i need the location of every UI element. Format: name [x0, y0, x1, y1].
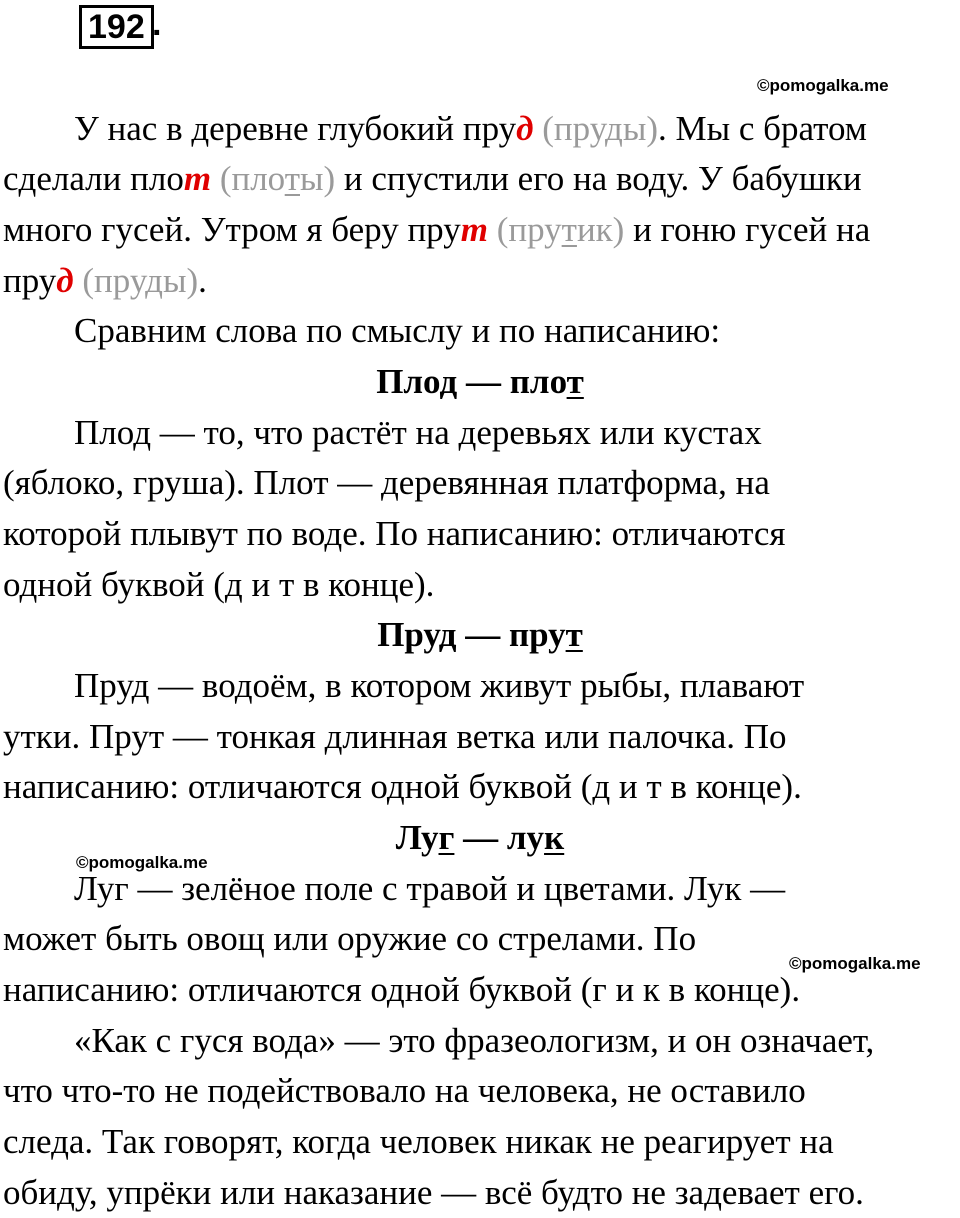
heading-plod-plot: Плод — плот — [376, 362, 584, 401]
watermark-right: ©pomogalka.me — [789, 954, 921, 973]
text-line-15: написанию: отличаются одной буквой (г и к в конце). — [3, 970, 801, 1009]
exercise-number-dot: . — [152, 5, 162, 43]
watermark-middle: ©pomogalka.me — [76, 853, 208, 872]
text-line-8: которой плывут по воде. По написанию: отличаются — [3, 514, 786, 553]
heading-lug-luk: Луг — лук — [395, 818, 565, 857]
text-line-11: утки. Прут — тонкая длинная ветка или палочка. По — [3, 717, 787, 756]
text-line-9: одной буквой (д и т в конце). — [3, 565, 435, 604]
text-line-19: обиду, упрёки или наказание — всё будто не задевает его. — [3, 1173, 864, 1212]
text-line-18: следа. Так говорят, когда человек никак не реагирует на — [3, 1122, 834, 1161]
text-line-13: Луг — зелёное поле с травой и цветами. Лук — — [74, 869, 786, 908]
text-line-2: сделали плот (плоты) и спустили его на воду. У бабушки — [3, 159, 862, 198]
text-line-6: Плод — то, что растёт на деревьях или кустах — [74, 413, 762, 452]
exercise-number-box — [79, 5, 154, 49]
exercise-number: 192 — [88, 8, 145, 46]
text-line-1: У нас в деревне глубокий пруд (пруды). Мы с братом — [74, 109, 867, 148]
text-line-7: (яблоко, груша). Плот — деревянная платформа, на — [3, 463, 770, 502]
text-line-16: «Как с гуся вода» — это фразеологизм, и он означает, — [74, 1021, 875, 1060]
text-line-14: может быть овощ или оружие со стрелами. По — [3, 919, 697, 958]
text-line-5: Сравним слова по смыслу и по написанию: — [74, 311, 721, 350]
watermark-top: ©pomogalka.me — [757, 76, 889, 95]
text-line-17: что что-то не подействовало на человека, не оставило — [3, 1071, 806, 1110]
heading-prud-prut: Пруд — прут — [377, 615, 583, 654]
text-line-4: пруд (пруды). — [3, 261, 207, 300]
text-line-3: много гусей. Утром я беру прут (прутик) и гоню гусей на — [3, 210, 871, 249]
text-line-12: написанию: отличаются одной буквой (д и т в конце). — [3, 767, 802, 806]
text-line-10: Пруд — водоём, в котором живут рыбы, плавают — [74, 666, 805, 705]
